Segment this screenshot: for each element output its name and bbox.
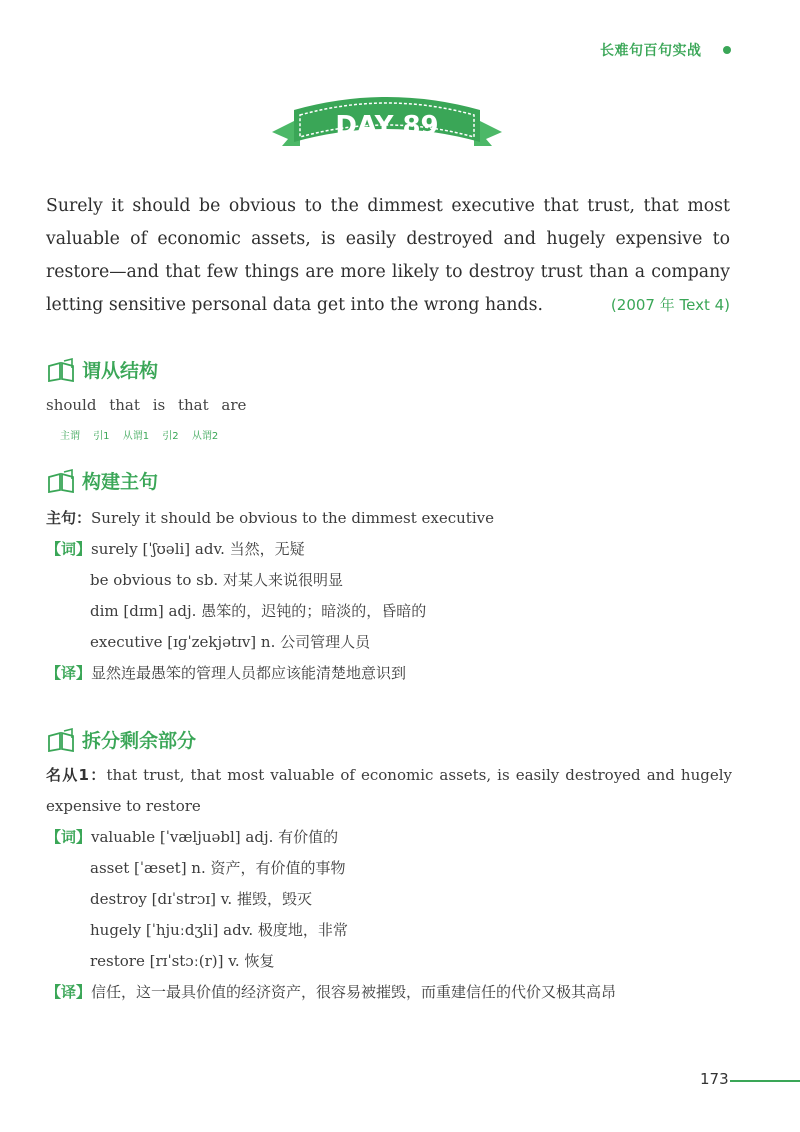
- vocab-line: [46, 627, 746, 658]
- section-title-main-clause: [46, 467, 158, 494]
- banner-text: DAY 89: [335, 111, 439, 141]
- clause-paragraph: [46, 760, 732, 822]
- passage-source: (2007 年 Text 4): [610, 296, 730, 314]
- structure-word: are: [221, 396, 247, 414]
- translation-label: 【译】: [46, 664, 92, 682]
- vocab-line: [46, 596, 746, 627]
- book-icon: [46, 728, 76, 752]
- translation-text: 信任，这一最具价值的经济资产，很容易被摧毁，而重建信任的代价又极其高昂: [91, 983, 617, 1001]
- vocab-entry: surely [ˈʃʊəli] adv. 当然，无疑: [91, 540, 305, 558]
- main-clause-line: [46, 503, 746, 534]
- remaining-block: [46, 760, 746, 1008]
- section2-title-text: 构建主句: [82, 471, 159, 493]
- vocab-entry: destroy [dɪˈstrɔɪ] v. 摧毁，毁灭: [90, 890, 312, 908]
- vocab-entry: be obvious to sb. 对某人来说很明显: [90, 571, 343, 589]
- vocab-label: 【词】: [46, 828, 92, 846]
- passage-text: Surely it should be obvious to the dimmest executive that trust, that most valuable of economic assets, is easily destroyed and hugely expensive to restore—and that few things are more likely to destroy trust than a company letting sensitive personal data get into the wrong hands.: [46, 196, 730, 315]
- section-title-structure: [46, 356, 158, 383]
- structure-tag: 主谓: [60, 431, 80, 442]
- section-title-remaining: [46, 726, 196, 753]
- vocab-entry: restore [rɪˈstɔː(r)] v. 恢复: [90, 952, 275, 970]
- main-clause-label: 主句：: [46, 509, 92, 527]
- vocab-line: [46, 822, 746, 853]
- translation-line: [46, 658, 746, 689]
- page-rule: [730, 1080, 800, 1082]
- structure-word: that: [109, 396, 140, 414]
- passage: [46, 190, 730, 322]
- clause-label: 名从1：: [46, 766, 107, 784]
- structure-tag: 引2: [162, 431, 179, 442]
- day-banner: [272, 88, 502, 156]
- translation-text: 显然连最愚笨的管理人员都应该能清楚地意识到: [91, 664, 407, 682]
- main-clause-block: [46, 503, 746, 689]
- vocab-entry: asset [ˈæset] n. 资产，有价值的事物: [90, 859, 346, 877]
- structure-tag: 从谓2: [191, 431, 219, 442]
- header-dot-icon: [723, 46, 731, 54]
- structure-tag: 引1: [93, 431, 110, 442]
- structure-word: should: [46, 396, 97, 414]
- book-icon: [46, 469, 76, 493]
- structure-tags: [60, 427, 228, 442]
- structure-word: is: [152, 396, 166, 414]
- book-title: 长难句百句实战: [600, 43, 702, 59]
- vocab-line: [46, 565, 746, 596]
- structure-word: that: [177, 396, 209, 414]
- vocab-entry: hugely [ˈhjuːdʒli] adv. 极度地，非常: [90, 921, 348, 939]
- vocab-line: [46, 946, 746, 977]
- main-clause-text: Surely it should be obvious to the dimmest executive: [91, 509, 494, 527]
- clause-text: that trust, that most valuable of economic assets, is easily destroyed and hugely expensive to restore: [46, 766, 732, 815]
- vocab-line: [46, 884, 746, 915]
- vocab-line: [46, 915, 746, 946]
- vocab-entry: executive [ɪɡˈzekjətɪv] n. 公司管理人员: [90, 633, 371, 651]
- translation-label: 【译】: [46, 983, 92, 1001]
- translation-line: [46, 977, 746, 1008]
- section1-title-text: 谓从结构: [82, 360, 159, 382]
- vocab-line: [46, 534, 746, 565]
- vocab-label: 【词】: [46, 540, 92, 558]
- book-icon: [46, 358, 76, 382]
- vocab-entry: valuable [ˈvæljuəbl] adj. 有价值的: [91, 828, 339, 846]
- vocab-line: [46, 853, 746, 884]
- page-number: 173: [700, 1070, 729, 1088]
- section3-title-text: 拆分剩余部分: [82, 730, 197, 752]
- structure-tag: 从谓1: [122, 431, 150, 442]
- structure-words: [46, 396, 254, 414]
- vocab-entry: dim [dɪm] adj. 愚笨的，迟钝的；暗淡的，昏暗的: [90, 602, 427, 620]
